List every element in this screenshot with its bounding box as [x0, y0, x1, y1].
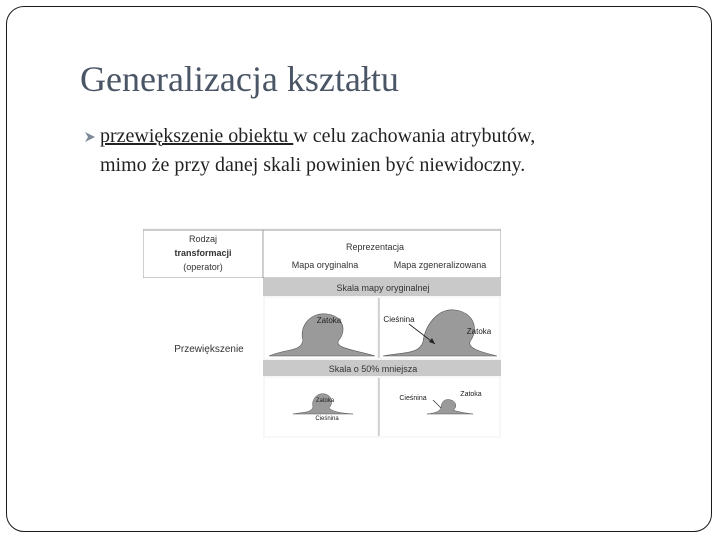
strait-label-small-generalized: Cieśnina — [399, 395, 427, 402]
header-col1-line2: transformacji — [174, 248, 232, 258]
bullet-arrow-icon — [84, 131, 96, 143]
bay-label-original: Zatoka — [316, 316, 342, 325]
slide-title: Generalizacja kształtu — [80, 59, 399, 99]
bay-label-small-generalized: Zatoka — [460, 391, 482, 398]
header-sub-original: Mapa oryginalna — [291, 260, 359, 270]
strait-label-small-original: Cieśnina — [315, 416, 339, 422]
scale-label-half: Skala o 50% mniejsza — [328, 364, 418, 374]
panel-generalized-small — [379, 378, 499, 436]
header-col1-line3: (operator) — [183, 262, 223, 272]
bullet-underlined-text: przewiększenie obiektu — [100, 125, 294, 147]
header-col2: Reprezentacja — [345, 242, 405, 252]
strait-label-generalized: Cieśnina — [383, 315, 415, 324]
bullet-item — [84, 122, 684, 180]
scale-label-original: Skala mapy oryginalnej — [336, 283, 430, 293]
bullet-text-rest: w celu zachowania atrybutów, — [293, 125, 536, 147]
bay-label-small-original: Zatoka — [315, 398, 335, 404]
generalization-figure — [143, 228, 501, 438]
bullet-text-line2: mimo że przy danej skali powinien być niewidoczny. — [100, 154, 526, 176]
operator-cell — [143, 278, 263, 438]
operator-label: Przewiększenie — [174, 344, 244, 355]
bay-label-generalized: Zatoka — [466, 327, 492, 336]
bullet-text — [84, 122, 684, 180]
header-sub-generalized: Mapa zgeneralizowana — [393, 260, 487, 270]
header-col1-line1: Rodzaj — [188, 234, 218, 244]
